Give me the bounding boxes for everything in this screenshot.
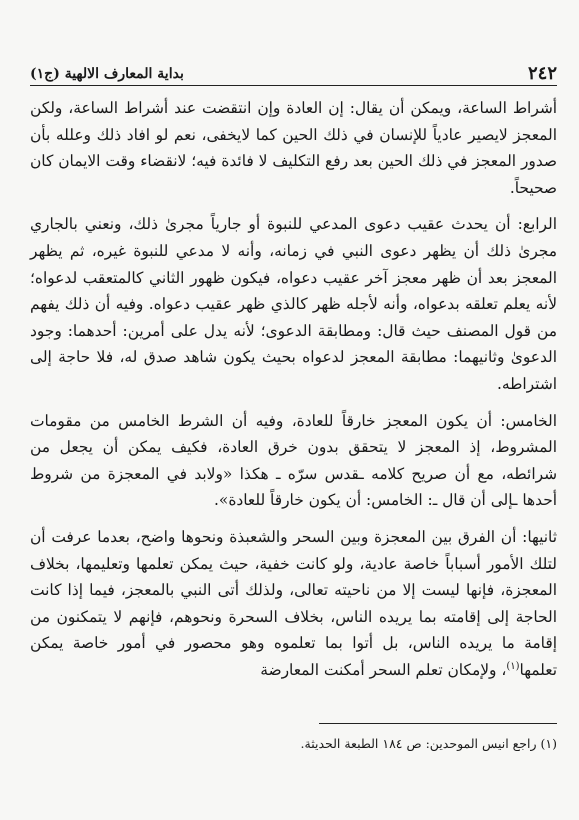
footnote-divider bbox=[319, 723, 557, 724]
footnote-reference[interactable]: (١) bbox=[506, 660, 520, 672]
paragraph-2: الرابع: أن يحدث عقيب دعوى المدعي للنبوة أو جارياً مجرىٰ ذلك، ونعني بالجاري مجرىٰ ذلك أن يظهر دعوى النبي في زمانه، وأنه لا مدعي للنبوة غيره، ثم يظهر المعجز بعد أن ظهر معجز آخر عقيب دعواه، فيكون ظهور الثاني كالمتعقب لدعواه؛ لأنه يعلم تعلقه بدعواه، وأنه لأجله ظهر كالذي ظهر عقيب دعواه. وفيه أن ذلك يفهم من قول المصنف حيث قال: ومطابقة الدعوى؛ لأنه يدل على أمرين: أحدهما: وجود الدعوىٰ وثانيهما: مطابقة المعجز لدعواه بحيث يكون شاهد صدق له، فلا حاجة إلى اشتراطه. bbox=[30, 215, 557, 393]
paragraph-1: أشراط الساعة، ويمكن أن يقال: إن العادة وإن انتقضت عند أشراط الساعة، ولكن المعجز لايصير عادياً للإنسان في ذلك الحين كما لايخفى، نعم لو افاد ذلك وعلله بأن صدور المعجز في ذلك الحين بعد رفع التكليف لا فائدة فيه؛ لانقضاء وقت الايمان كان صحيحاً. bbox=[30, 99, 557, 197]
paragraph-4-text: ثانيها: أن الفرق بين المعجزة وبين السحر والشعبذة ونحوها واضح، بعدما عرفت أن لتلك الأمور أسباباً خاصة عادية، ولو كانت خفية، حيث يمكن تعلمها وتعليمها، بخلاف المعجزة، فإنها ليست إلا من ناحيته تعالى، ولذلك أتى النبي بالمعجز، فيما إذا كانت الحاجة إلى إقامته بما يريده الناس، بخلاف السحرة ونحوهم، فإنهم لا يتمكنون من إقامة ما يريده الناس، بل أتوا بما تعلموه وهو محصور في أمور خاصة يمكن تعلمها bbox=[30, 527, 557, 679]
main-text bbox=[30, 95, 557, 683]
footnote: (١) راجع انيس الموحدين: ص ١٨٤ الطبعة الحديثة. bbox=[300, 736, 557, 751]
paragraph-3: الخامس: أن يكون المعجز خارقاً للعادة، وفيه أن الشرط الخامس من مقومات المشروط، إذ المعجز لا يتحقق بدون خرق العادة، فكيف يمكن أن يجعل من شرائطه، مع أن صريح كلامه ـقدس سرّه ـ هكذا «ولابد في المعجزة من شروط أحدها ـإلى أن قال ـ: الخامس: أن يكون خارقاً للعادة». bbox=[30, 411, 557, 510]
paragraph-4-tail: ، ولإمكان تعلم السحر أمكنت المعارضة bbox=[260, 660, 507, 679]
running-header bbox=[30, 62, 557, 84]
book-title: بداية المعارف الالهية (ج١) bbox=[30, 66, 184, 82]
page-number: ٢٤٢ bbox=[527, 63, 557, 84]
header-rule bbox=[30, 85, 557, 86]
paragraph-4 bbox=[30, 524, 557, 684]
